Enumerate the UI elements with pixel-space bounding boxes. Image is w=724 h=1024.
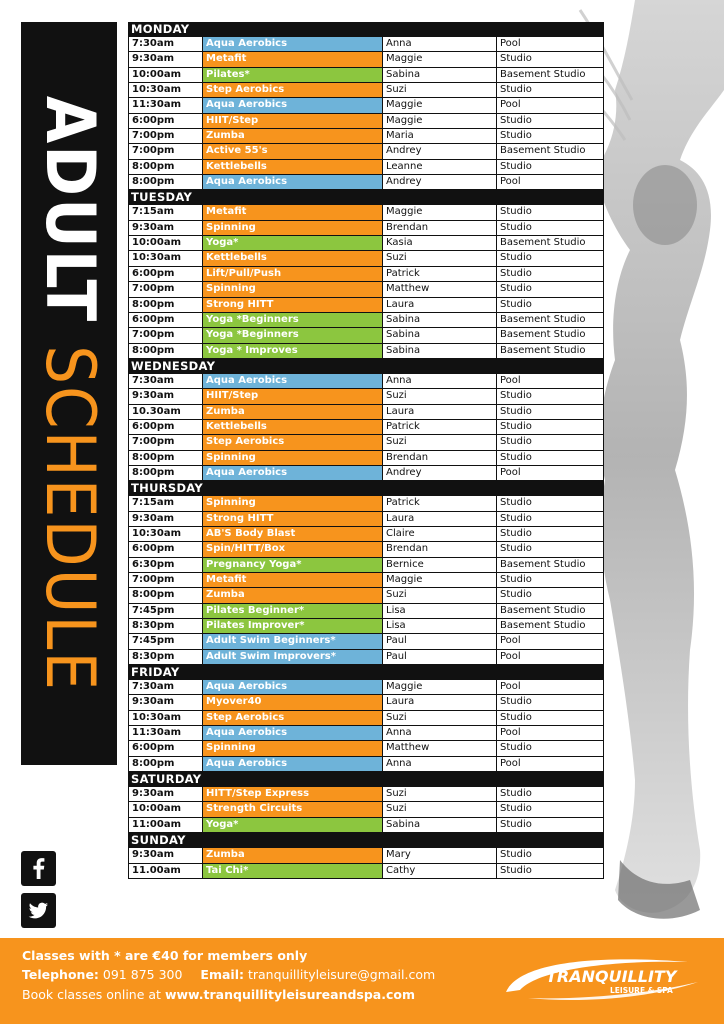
class-location: Studio — [497, 160, 604, 175]
class-name: Adult Swim Beginners* — [203, 634, 383, 649]
instructor-name: Suzi — [383, 83, 497, 98]
class-time: 8:30pm — [128, 650, 203, 665]
class-time: 10:00am — [128, 236, 203, 251]
table-row — [128, 496, 604, 511]
table-row — [128, 542, 604, 557]
class-time: 7:45pm — [128, 604, 203, 619]
table-row — [128, 37, 604, 52]
day-header-friday: FRIDAY — [128, 665, 604, 680]
day-header-monday: MONDAY — [128, 22, 604, 37]
class-time: 8:00pm — [128, 175, 203, 190]
class-name: Pilates Improver* — [203, 619, 383, 634]
instructor-name: Lisa — [383, 604, 497, 619]
table-row — [128, 619, 604, 634]
class-time: 7:30am — [128, 37, 203, 52]
class-time: 8:30pm — [128, 619, 203, 634]
class-name: Active 55's — [203, 144, 383, 159]
table-row — [128, 802, 604, 817]
instructor-name: Matthew — [383, 741, 497, 756]
instructor-name: Laura — [383, 695, 497, 710]
table-row — [128, 236, 604, 251]
class-location: Studio — [497, 695, 604, 710]
instructor-name: Mary — [383, 848, 497, 863]
instructor-name: Andrey — [383, 175, 497, 190]
instructor-name: Anna — [383, 37, 497, 52]
class-location: Studio — [497, 405, 604, 420]
table-row — [128, 741, 604, 756]
members-note-text: Classes with * are €40 for members only — [22, 948, 308, 963]
class-name: Strength Circuits — [203, 802, 383, 817]
class-name: Kettlebells — [203, 160, 383, 175]
table-row — [128, 114, 604, 129]
class-time: 10:30am — [128, 83, 203, 98]
instructor-name: Brendan — [383, 542, 497, 557]
class-time: 8:00pm — [128, 466, 203, 481]
class-time: 10.30am — [128, 405, 203, 420]
class-name: Aqua Aerobics — [203, 466, 383, 481]
instructor-name: Maggie — [383, 573, 497, 588]
table-row — [128, 221, 604, 236]
instructor-name: Anna — [383, 726, 497, 741]
class-location: Pool — [497, 650, 604, 665]
class-location: Studio — [497, 420, 604, 435]
class-name: Pregnancy Yoga* — [203, 558, 383, 573]
table-row — [128, 52, 604, 67]
table-row — [128, 588, 604, 603]
twitter-icon[interactable] — [21, 893, 56, 928]
table-row — [128, 83, 604, 98]
table-row — [128, 634, 604, 649]
class-name: Adult Swim Improvers* — [203, 650, 383, 665]
schedule-table — [128, 22, 604, 879]
table-row — [128, 98, 604, 113]
class-name: Yoga* — [203, 818, 383, 833]
class-name: Strong HITT — [203, 298, 383, 313]
class-time: 10:30am — [128, 711, 203, 726]
class-time: 7:00pm — [128, 328, 203, 343]
class-location: Studio — [497, 129, 604, 144]
class-location: Studio — [497, 542, 604, 557]
class-time: 6:00pm — [128, 313, 203, 328]
class-time: 7:45pm — [128, 634, 203, 649]
table-row — [128, 757, 604, 772]
table-row — [128, 175, 604, 190]
instructor-name: Maggie — [383, 52, 497, 67]
class-name: Pilates* — [203, 68, 383, 83]
table-row — [128, 451, 604, 466]
class-location: Pool — [497, 680, 604, 695]
class-name: HIIT/Step — [203, 114, 383, 129]
instructor-name: Brendan — [383, 221, 497, 236]
class-location: Basement Studio — [497, 604, 604, 619]
class-name: Zumba — [203, 848, 383, 863]
class-time: 11.00am — [128, 864, 203, 879]
class-name: Aqua Aerobics — [203, 374, 383, 389]
instructor-name: Lisa — [383, 619, 497, 634]
instructor-name: Laura — [383, 298, 497, 313]
instructor-name: Suzi — [383, 787, 497, 802]
class-name: Aqua Aerobics — [203, 37, 383, 52]
class-time: 9:30am — [128, 221, 203, 236]
class-location: Studio — [497, 588, 604, 603]
instructor-name: Sabina — [383, 68, 497, 83]
table-row — [128, 405, 604, 420]
class-time: 6:00pm — [128, 741, 203, 756]
instructor-name: Sabina — [383, 313, 497, 328]
class-name: Yoga *Beginners — [203, 328, 383, 343]
instructor-name: Laura — [383, 405, 497, 420]
class-location: Studio — [497, 451, 604, 466]
class-location: Basement Studio — [497, 236, 604, 251]
class-time: 11:30am — [128, 98, 203, 113]
table-row — [128, 695, 604, 710]
instructor-name: Suzi — [383, 389, 497, 404]
members-note — [22, 948, 307, 963]
table-row — [128, 466, 604, 481]
class-name: Spinning — [203, 221, 383, 236]
table-row — [128, 604, 604, 619]
class-location: Studio — [497, 512, 604, 527]
day-header-wednesday: WEDNESDAY — [128, 359, 604, 374]
booking-text: Book classes online at — [22, 987, 161, 1002]
telephone-label: Telephone: — [22, 967, 99, 982]
class-time: 9:30am — [128, 695, 203, 710]
day-header-tuesday: TUESDAY — [128, 190, 604, 205]
table-row — [128, 251, 604, 266]
class-name: Aqua Aerobics — [203, 757, 383, 772]
instructor-name: Andrey — [383, 466, 497, 481]
logo-tagline: LEISURE & SPA — [610, 986, 673, 995]
table-row — [128, 558, 604, 573]
class-name: Tai Chi* — [203, 864, 383, 879]
class-name: Yoga *Beginners — [203, 313, 383, 328]
class-location: Studio — [497, 802, 604, 817]
class-name: Step Aerobics — [203, 83, 383, 98]
class-time: 7:30am — [128, 680, 203, 695]
table-row — [128, 680, 604, 695]
class-name: Spinning — [203, 496, 383, 511]
class-name: Spinning — [203, 451, 383, 466]
class-time: 7:00pm — [128, 129, 203, 144]
table-row — [128, 144, 604, 159]
instructor-name: Patrick — [383, 420, 497, 435]
booking-line — [22, 987, 415, 1002]
instructor-name: Matthew — [383, 282, 497, 297]
instructor-name: Bernice — [383, 558, 497, 573]
class-time: 8:00pm — [128, 451, 203, 466]
table-row — [128, 711, 604, 726]
telephone-number[interactable]: 091 875 300 — [102, 967, 183, 982]
class-time: 10:30am — [128, 527, 203, 542]
class-name: Spin/HITT/Box — [203, 542, 383, 557]
class-location: Basement Studio — [497, 328, 604, 343]
class-name: Zumba — [203, 405, 383, 420]
class-time: 10:00am — [128, 802, 203, 817]
table-row — [128, 787, 604, 802]
class-time: 6:00pm — [128, 267, 203, 282]
page-title — [30, 95, 109, 692]
table-row — [128, 344, 604, 359]
class-location: Pool — [497, 466, 604, 481]
class-location: Studio — [497, 221, 604, 236]
instructor-name: Patrick — [383, 267, 497, 282]
title-word-adult: ADULT — [30, 95, 109, 323]
class-time: 7:15am — [128, 205, 203, 220]
class-location: Basement Studio — [497, 313, 604, 328]
email-address[interactable]: tranquillityleisure@gmail.com — [247, 967, 436, 982]
day-header-saturday: SATURDAY — [128, 772, 604, 787]
table-row — [128, 313, 604, 328]
class-time: 6:30pm — [128, 558, 203, 573]
class-location: Pool — [497, 374, 604, 389]
class-location: Studio — [497, 496, 604, 511]
logo-name: TRANQUILLITY — [546, 967, 677, 986]
class-time: 8:00pm — [128, 344, 203, 359]
class-name: Kettlebells — [203, 420, 383, 435]
instructor-name: Suzi — [383, 711, 497, 726]
class-time: 6:00pm — [128, 420, 203, 435]
class-location: Basement Studio — [497, 68, 604, 83]
instructor-name: Patrick — [383, 496, 497, 511]
class-time: 6:00pm — [128, 542, 203, 557]
class-time: 10:00am — [128, 68, 203, 83]
class-name: Step Aerobics — [203, 711, 383, 726]
table-row — [128, 864, 604, 879]
instructor-name: Brendan — [383, 451, 497, 466]
class-location: Pool — [497, 175, 604, 190]
table-row — [128, 726, 604, 741]
instructor-name: Sabina — [383, 344, 497, 359]
class-name: Metafit — [203, 205, 383, 220]
instructor-name: Maggie — [383, 114, 497, 129]
table-row — [128, 573, 604, 588]
class-location: Studio — [497, 848, 604, 863]
class-name: Yoga * Improves — [203, 344, 383, 359]
class-name: Spinning — [203, 282, 383, 297]
instructor-name: Maggie — [383, 205, 497, 220]
class-name: HITT/Step Express — [203, 787, 383, 802]
website-link[interactable]: www.tranquillityleisureandspa.com — [164, 987, 416, 1002]
class-time: 11:30am — [128, 726, 203, 741]
instructor-name: Sabina — [383, 328, 497, 343]
class-name: Metafit — [203, 52, 383, 67]
class-time: 9:30am — [128, 512, 203, 527]
class-name: Yoga* — [203, 236, 383, 251]
class-time: 7:15am — [128, 496, 203, 511]
title-word-schedule: SCHEDULE — [30, 344, 109, 692]
class-location: Studio — [497, 282, 604, 297]
class-location: Studio — [497, 52, 604, 67]
instructor-name: Anna — [383, 374, 497, 389]
table-row — [128, 420, 604, 435]
email-label: Email: — [200, 967, 244, 982]
class-location: Pool — [497, 98, 604, 113]
class-location: Basement Studio — [497, 144, 604, 159]
tranquillity-logo — [498, 952, 708, 1004]
class-name: Strong HITT — [203, 512, 383, 527]
class-location: Studio — [497, 389, 604, 404]
class-name: Lift/Pull/Push — [203, 267, 383, 282]
class-location: Studio — [497, 267, 604, 282]
class-name: HIIT/Step — [203, 389, 383, 404]
class-location: Pool — [497, 757, 604, 772]
day-header-thursday: THURSDAY — [128, 481, 604, 496]
class-name: Zumba — [203, 129, 383, 144]
class-name: Pilates Beginner* — [203, 604, 383, 619]
class-name: Aqua Aerobics — [203, 680, 383, 695]
instructor-name: Suzi — [383, 588, 497, 603]
class-location: Studio — [497, 114, 604, 129]
class-time: 9:30am — [128, 389, 203, 404]
class-name: Aqua Aerobics — [203, 98, 383, 113]
class-time: 11:00am — [128, 818, 203, 833]
instructor-name: Andrey — [383, 144, 497, 159]
table-row — [128, 650, 604, 665]
instructor-name: Suzi — [383, 435, 497, 450]
class-name: Step Aerobics — [203, 435, 383, 450]
class-time: 7:00pm — [128, 573, 203, 588]
class-location: Studio — [497, 251, 604, 266]
class-name: Spinning — [203, 741, 383, 756]
class-name: Aqua Aerobics — [203, 726, 383, 741]
instructor-name: Maria — [383, 129, 497, 144]
class-location: Studio — [497, 573, 604, 588]
facebook-icon[interactable] — [21, 851, 56, 886]
instructor-name: Sabina — [383, 818, 497, 833]
class-time: 7:30am — [128, 374, 203, 389]
class-time: 7:00pm — [128, 144, 203, 159]
contact-line — [22, 967, 435, 982]
class-time: 7:00pm — [128, 282, 203, 297]
class-location: Studio — [497, 298, 604, 313]
table-row — [128, 389, 604, 404]
class-time: 8:00pm — [128, 298, 203, 313]
class-location: Basement Studio — [497, 558, 604, 573]
table-row — [128, 129, 604, 144]
instructor-name: Paul — [383, 634, 497, 649]
table-row — [128, 205, 604, 220]
instructor-name: Kasia — [383, 236, 497, 251]
class-location: Studio — [497, 205, 604, 220]
class-location: Basement Studio — [497, 619, 604, 634]
instructor-name: Claire — [383, 527, 497, 542]
class-location: Studio — [497, 711, 604, 726]
instructor-name: Suzi — [383, 251, 497, 266]
instructor-name: Leanne — [383, 160, 497, 175]
class-location: Studio — [497, 741, 604, 756]
class-time: 8:00pm — [128, 757, 203, 772]
instructor-name: Laura — [383, 512, 497, 527]
instructor-name: Maggie — [383, 98, 497, 113]
class-location: Pool — [497, 726, 604, 741]
instructor-name: Anna — [383, 757, 497, 772]
instructor-name: Paul — [383, 650, 497, 665]
class-location: Pool — [497, 37, 604, 52]
class-location: Studio — [497, 435, 604, 450]
class-time: 6:00pm — [128, 114, 203, 129]
table-row — [128, 267, 604, 282]
class-name: AB'S Body Blast — [203, 527, 383, 542]
class-time: 9:30am — [128, 52, 203, 67]
instructor-name: Cathy — [383, 864, 497, 879]
table-row — [128, 298, 604, 313]
table-row — [128, 282, 604, 297]
class-location: Studio — [497, 527, 604, 542]
table-row — [128, 328, 604, 343]
table-row — [128, 374, 604, 389]
class-location: Pool — [497, 634, 604, 649]
class-name: Aqua Aerobics — [203, 175, 383, 190]
instructor-name: Maggie — [383, 680, 497, 695]
title-banner — [21, 22, 117, 765]
class-location: Studio — [497, 818, 604, 833]
class-time: 8:00pm — [128, 588, 203, 603]
table-row — [128, 527, 604, 542]
table-row — [128, 160, 604, 175]
class-time: 10:30am — [128, 251, 203, 266]
class-time: 9:30am — [128, 848, 203, 863]
class-location: Studio — [497, 83, 604, 98]
table-row — [128, 435, 604, 450]
class-location: Studio — [497, 787, 604, 802]
class-name: Metafit — [203, 573, 383, 588]
class-time: 7:00pm — [128, 435, 203, 450]
class-name: Myover40 — [203, 695, 383, 710]
class-location: Basement Studio — [497, 344, 604, 359]
footer — [0, 938, 724, 1024]
class-name: Kettlebells — [203, 251, 383, 266]
table-row — [128, 848, 604, 863]
class-time: 9:30am — [128, 787, 203, 802]
class-name: Zumba — [203, 588, 383, 603]
instructor-name: Suzi — [383, 802, 497, 817]
table-row — [128, 818, 604, 833]
table-row — [128, 512, 604, 527]
table-row — [128, 68, 604, 83]
class-location: Studio — [497, 864, 604, 879]
day-header-sunday: SUNDAY — [128, 833, 604, 848]
class-time: 8:00pm — [128, 160, 203, 175]
